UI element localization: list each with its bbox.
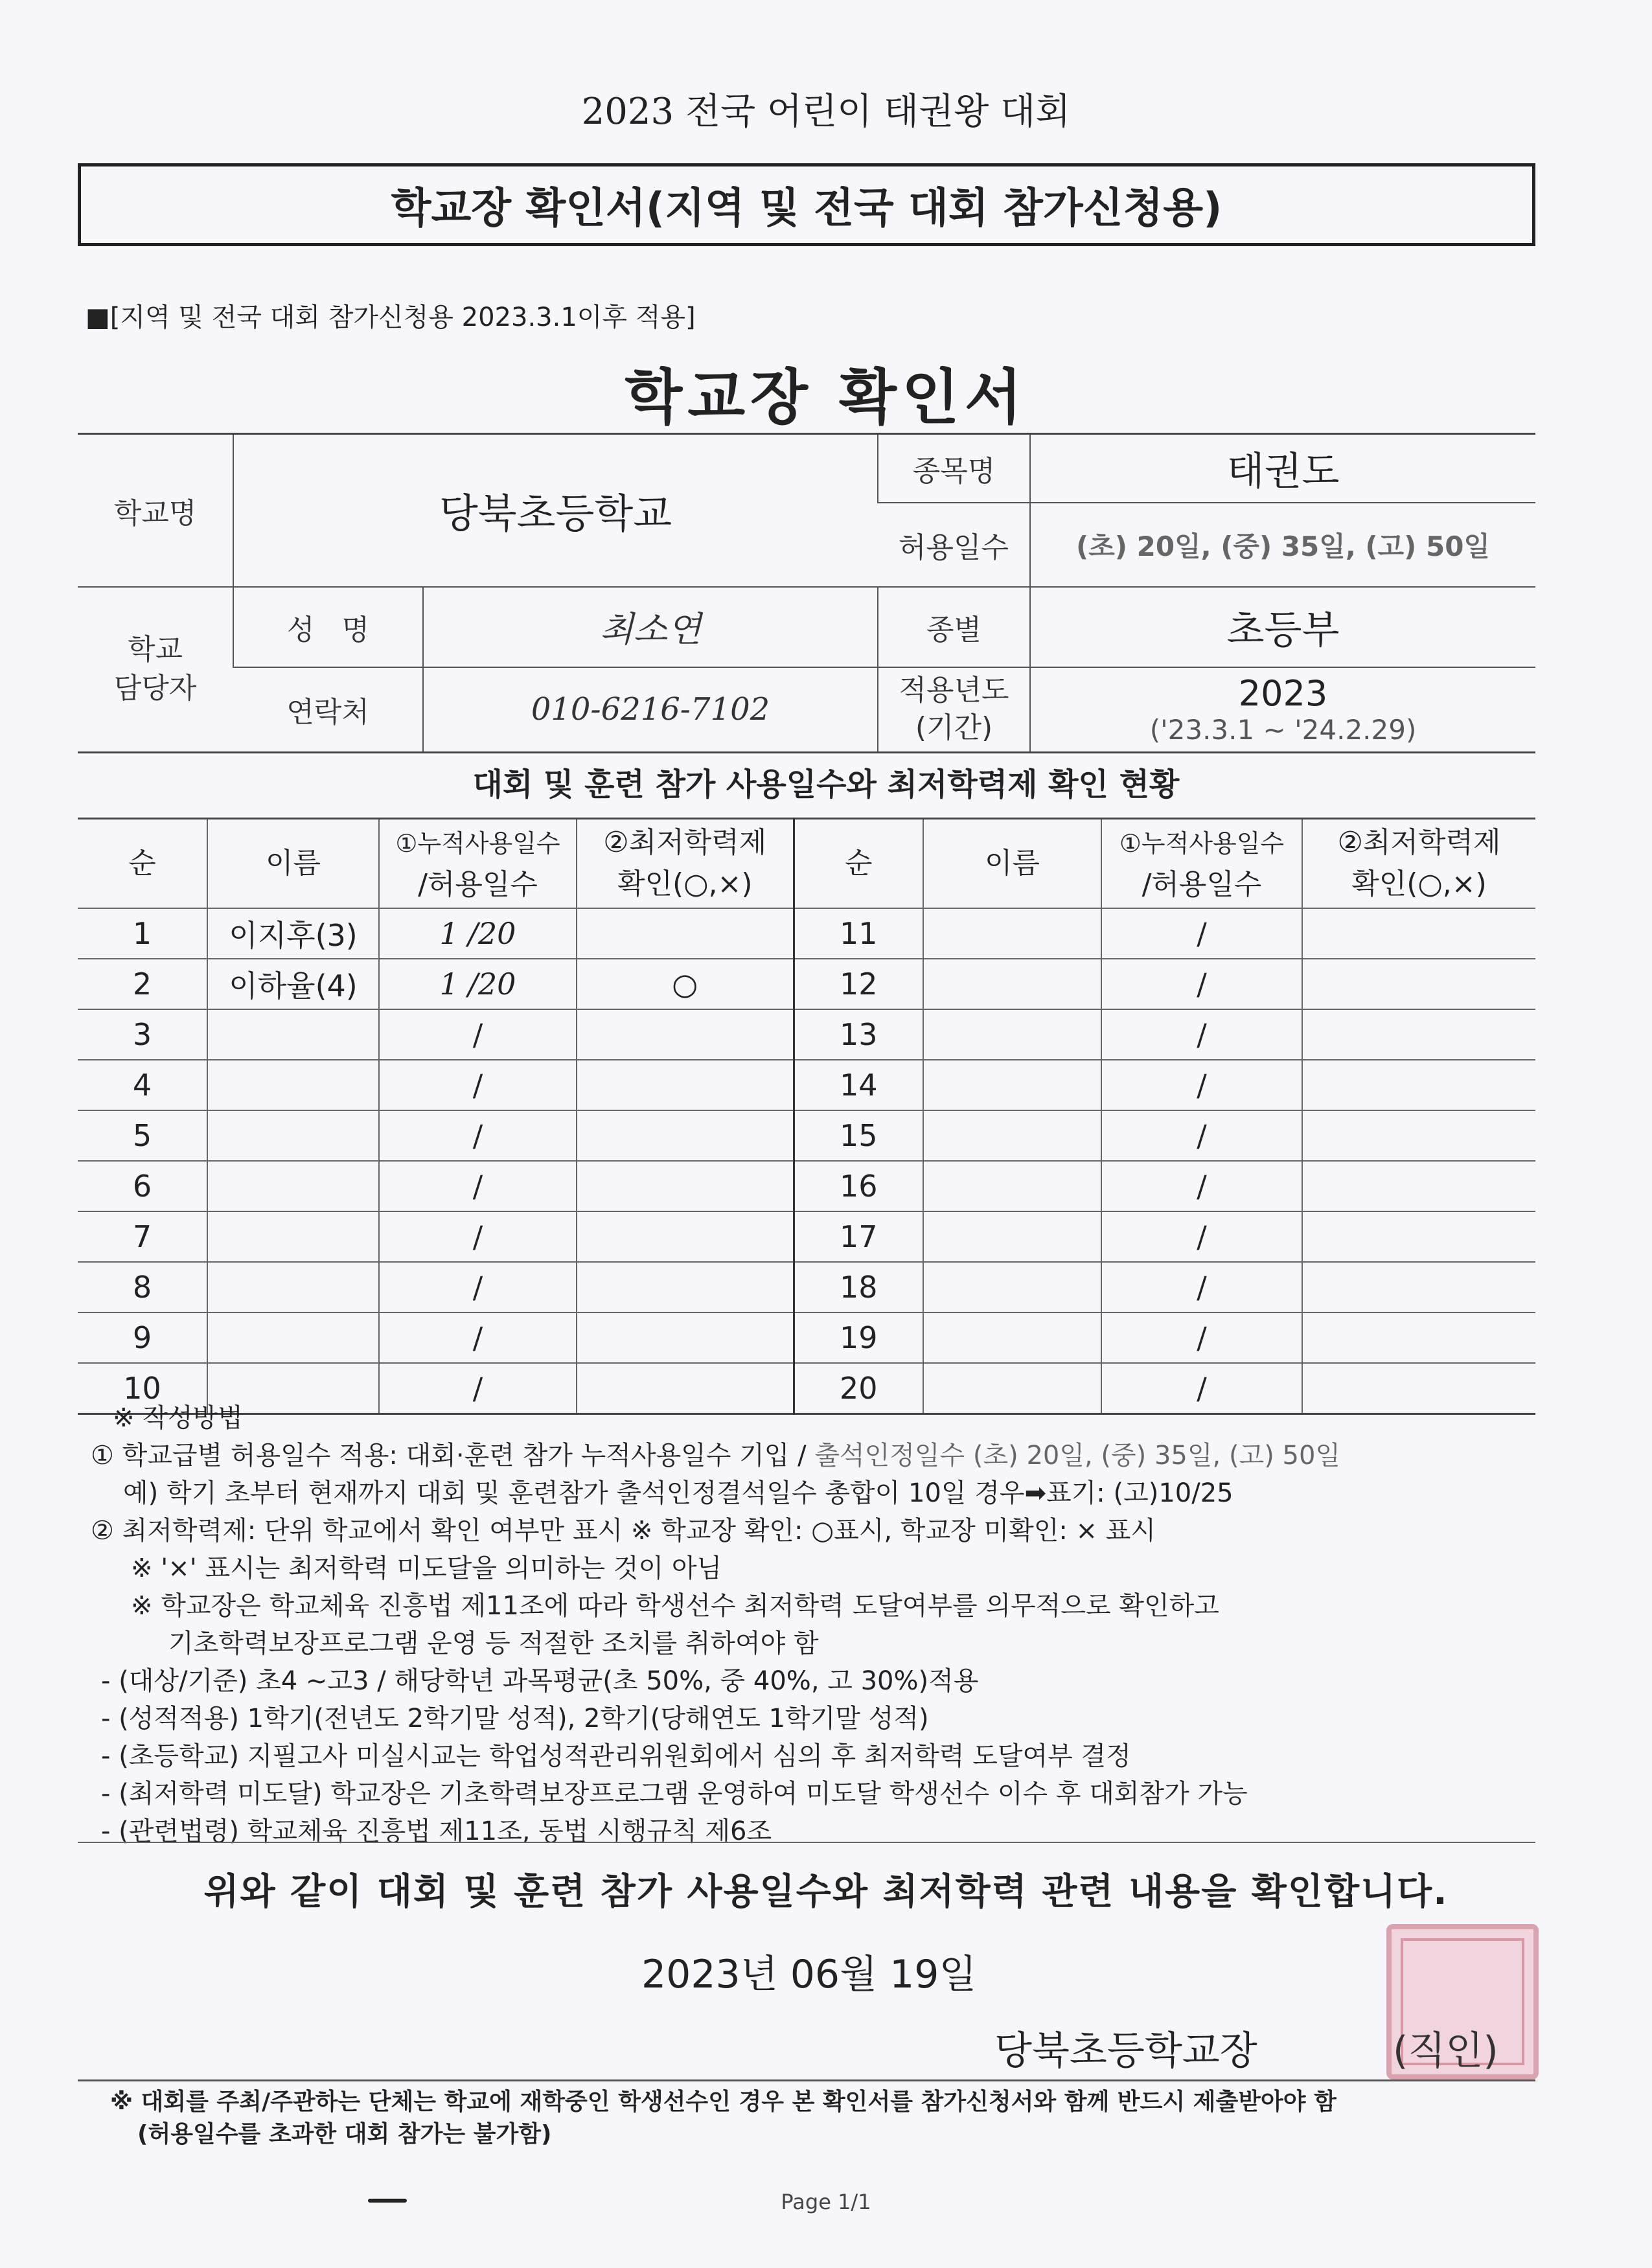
row-name [207, 1262, 379, 1312]
row-no: 5 [78, 1110, 207, 1161]
row-name [207, 1110, 379, 1161]
row-name [207, 1009, 379, 1060]
row-academic-right [1302, 1161, 1535, 1211]
method-line-5: ※ 학교장은 학교체육 진흥법 제11조에 따라 학생선수 최저학력 도달여부를 의무적으로 확인하고 [131, 1591, 1219, 1621]
table-row [78, 1110, 1535, 1161]
allowed-label: 허용일수 [878, 503, 1030, 587]
row-no: 6 [78, 1161, 207, 1211]
row-name [207, 1161, 379, 1211]
row-name: 이하율(4) [207, 959, 379, 1009]
row-no-right: 12 [794, 959, 923, 1009]
year-cell [1030, 667, 1535, 753]
row-no-right: 16 [794, 1161, 923, 1211]
participation-table [78, 818, 1535, 1415]
row-academic [577, 1161, 794, 1211]
method-line-1b: 출석인정일수 (초) 20일, (중) 35일, (고) 50일 [814, 1441, 1341, 1471]
method-line-1a: ① 학교급별 허용일수 적용: 대회·훈련 참가 누적사용일수 기입 / [91, 1441, 815, 1471]
contact-value: 010-6216-7102 [423, 667, 878, 753]
row-days-right: / [1101, 1161, 1302, 1211]
header-days [379, 819, 577, 909]
row-name-right [923, 1009, 1101, 1060]
row-no: 2 [78, 959, 207, 1009]
seal-label: (직인) [1393, 2028, 1498, 2074]
footer-note [110, 2086, 1555, 2151]
table-row [78, 1009, 1535, 1060]
header-acad-line1-right: ②최저학력제 [1337, 826, 1501, 859]
header-days-line1-right: ①누적사용일수 [1119, 829, 1285, 858]
category-value: 초등부 [1030, 587, 1535, 667]
table-row [78, 908, 1535, 959]
row-no: 8 [78, 1262, 207, 1312]
header-acad-line2: 확인(○,×) [617, 867, 753, 900]
row-academic-right [1302, 959, 1535, 1009]
method-line-3: ② 최저학력제: 단위 학교에서 확인 여부만 표시 ※ 학교장 확인: ○표시, 학교장 미확인: × 표시 [91, 1516, 1156, 1546]
row-academic [577, 1262, 794, 1312]
row-academic [577, 1211, 794, 1262]
event-title: 2023 전국 어린이 태권왕 대회 [581, 91, 1071, 133]
row-name-right [923, 1110, 1101, 1161]
row-days-right: / [1101, 1110, 1302, 1161]
method-line-7: - (대상/기준) 초4 ~고3 / 해당학년 과목평균(초 50%, 중 40%, 고 30%)적용 [101, 1666, 979, 1696]
footer-divider [78, 2079, 1535, 2081]
manager-label: 학교 담당자 [78, 587, 233, 753]
method-line-2: 예) 학기 초부터 현재까지 대회 및 훈련참가 출석인정결석일수 총합이 10일 경우➡표기: (고)10/25 [123, 1478, 1233, 1508]
issue-date: 2023년 06월 19일 [641, 1952, 977, 1997]
method-line-10: - (최저학력 미도달) 학교장은 기초학력보장프로그램 운영하여 미도달 학생선수 이수 후 대회참가 가능 [101, 1779, 1248, 1809]
row-days: 1 /20 [379, 959, 577, 1009]
header-no: 순 [78, 819, 207, 909]
row-days-right: / [1101, 1262, 1302, 1312]
row-no-right: 19 [794, 1312, 923, 1363]
header-days-right [1101, 819, 1302, 909]
row-no: 4 [78, 1060, 207, 1110]
category-label: 종별 [878, 587, 1030, 667]
row-no-right: 20 [794, 1363, 923, 1414]
row-days: / [379, 1110, 577, 1161]
row-no-right: 17 [794, 1211, 923, 1262]
row-academic [577, 1060, 794, 1110]
footer-line-2: (허용일수를 초과한 대회 참가는 불가함) [137, 2121, 552, 2148]
row-name-right [923, 1211, 1101, 1262]
year-label: 적용년도 (기간) [878, 667, 1030, 753]
row-academic-right [1302, 1110, 1535, 1161]
allowed-value: (초) 20일, (중) 35일, (고) 50일 [1030, 503, 1535, 587]
row-days: / [379, 1060, 577, 1110]
info-table [78, 433, 1535, 753]
row-no: 7 [78, 1211, 207, 1262]
row-no: 9 [78, 1312, 207, 1363]
contact-label: 연락처 [233, 667, 423, 753]
row-days-right: / [1101, 908, 1302, 959]
school-value: 당북초등학교 [233, 434, 878, 587]
header-days-line2: /허용일수 [418, 867, 538, 901]
method-line-11: - (관련법령) 학교체육 진흥법 제11조, 동법 시행규칙 제6조 [101, 1816, 772, 1846]
method-line-1 [91, 1437, 1555, 1474]
row-academic-right [1302, 1211, 1535, 1262]
method-line-9: - (초등학교) 지필고사 미실시교는 학업성적관리위원회에서 심의 후 최저학력 도달여부 결정 [101, 1741, 1131, 1771]
header-acad-line2-right: 확인(○,×) [1351, 867, 1487, 900]
name-label: 성 명 [233, 587, 423, 667]
row-academic-right [1302, 1312, 1535, 1363]
row-days: / [379, 1009, 577, 1060]
row-academic-right [1302, 1060, 1535, 1110]
row-academic-right [1302, 1262, 1535, 1312]
header-days-line2-right: /허용일수 [1141, 867, 1262, 901]
row-academic [577, 1009, 794, 1060]
header-academic-right [1302, 819, 1535, 909]
method-line-8: - (성적적용) 1학기(전년도 2학기말 성적), 2학기(당해연도 1학기말 성적) [101, 1704, 929, 1734]
row-name [207, 1211, 379, 1262]
header-days-line1: ①누적사용일수 [395, 829, 560, 858]
row-no: 3 [78, 1009, 207, 1060]
row-name-right [923, 908, 1101, 959]
row-name-right [923, 1060, 1101, 1110]
row-name [207, 1312, 379, 1363]
row-academic [577, 908, 794, 959]
row-academic-right [1302, 908, 1535, 959]
row-days: / [379, 1211, 577, 1262]
header-name-right: 이름 [923, 819, 1101, 909]
row-name-right [923, 959, 1101, 1009]
method-line-4: ※ '×' 표시는 최저학력 미도달을 의미하는 것이 아님 [131, 1553, 722, 1583]
table-row [78, 1161, 1535, 1211]
row-no-right: 11 [794, 908, 923, 959]
confirmation-text: 위와 같이 대회 및 훈련 참가 사용일수와 최저학력 관련 내용을 확인합니다. [203, 1871, 1449, 1913]
page-number: Page 1/1 [781, 2190, 871, 2214]
header-academic [577, 819, 794, 909]
row-no-right: 15 [794, 1110, 923, 1161]
table-row [78, 1312, 1535, 1363]
row-days-right: / [1101, 1312, 1302, 1363]
principal-name: 당북초등학교장 [994, 2028, 1257, 2074]
row-name: 이지후(3) [207, 908, 379, 959]
header-name: 이름 [207, 819, 379, 909]
row-days-right: / [1101, 1363, 1302, 1414]
header-acad-line1: ②최저학력제 [603, 826, 767, 859]
instructions [91, 1399, 1555, 1850]
row-days: / [379, 1161, 577, 1211]
row-days-right: / [1101, 1009, 1302, 1060]
school-label: 학교명 [78, 434, 233, 587]
header-no-right: 순 [794, 819, 923, 909]
doc-title: 학교장 확인서 [625, 363, 1027, 432]
row-days-right: / [1101, 1211, 1302, 1262]
row-no: 10 [78, 1363, 207, 1414]
row-academic [577, 1110, 794, 1161]
footer-line-1: ※ 대회를 주최/주관하는 단체는 학교에 재학중인 학생선수인 경우 본 확인서를 참가신청서와 함께 반드시 제출받아야 함 [110, 2089, 1337, 2115]
year-value: 2023 [1238, 673, 1328, 715]
row-academic-right [1302, 1009, 1535, 1060]
row-academic: ○ [577, 959, 794, 1009]
row-days: / [379, 1312, 577, 1363]
divider [78, 1842, 1535, 1843]
sport-label: 종목명 [878, 434, 1030, 503]
row-days: / [379, 1363, 577, 1414]
row-name-right [923, 1312, 1101, 1363]
name-value: 최소연 [423, 587, 878, 667]
row-name [207, 1060, 379, 1110]
row-no-right: 14 [794, 1060, 923, 1110]
table-row [78, 1262, 1535, 1312]
row-days: 1 /20 [379, 908, 577, 959]
form-title-box: 학교장 확인서(지역 및 전국 대회 참가신청용) [78, 163, 1535, 246]
table-header-row [78, 819, 1535, 909]
row-no: 1 [78, 908, 207, 959]
row-name-right [923, 1262, 1101, 1312]
method-line-6: 기초학력보장프로그램 운영 등 적절한 조치를 취하여야 함 [168, 1629, 819, 1658]
table-row [78, 1211, 1535, 1262]
sport-value: 태권도 [1030, 434, 1535, 503]
method-title: ※ 작성방법 [113, 1403, 243, 1433]
apply-note: ■[지역 및 전국 대회 참가신청용 2023.3.1이후 적용] [86, 303, 696, 332]
row-days-right: / [1101, 959, 1302, 1009]
table-row [78, 959, 1535, 1009]
year-period: ('23.3.1 ~ '24.2.29) [1149, 714, 1417, 746]
row-no-right: 13 [794, 1009, 923, 1060]
row-no-right: 18 [794, 1262, 923, 1312]
table-row [78, 1060, 1535, 1110]
row-days-right: / [1101, 1060, 1302, 1110]
row-name-right [923, 1161, 1101, 1211]
row-days: / [379, 1262, 577, 1312]
row-academic [577, 1312, 794, 1363]
section-title: 대회 및 훈련 참가 사용일수와 최저학력제 확인 현황 [472, 766, 1180, 803]
